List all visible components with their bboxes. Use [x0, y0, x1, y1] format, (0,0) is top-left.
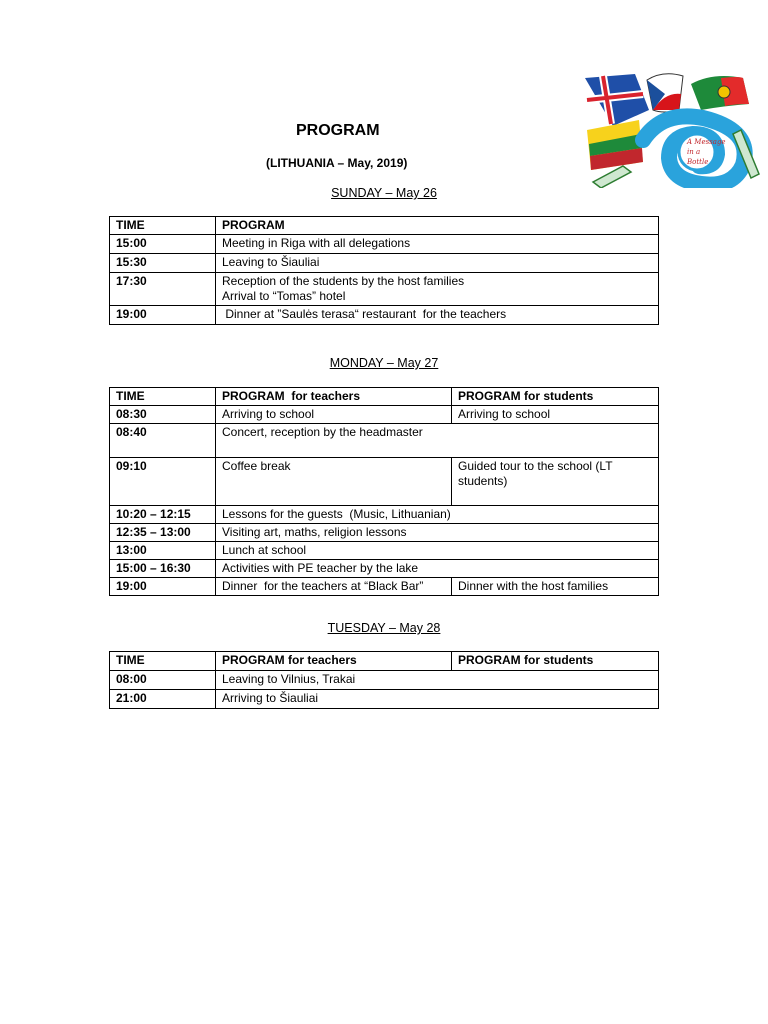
header-time: TIME: [110, 217, 216, 235]
row-time: 19:00: [110, 578, 216, 596]
row-teachers: Dinner for the teachers at “Black Bar”: [216, 578, 452, 596]
header-time: TIME: [110, 652, 216, 671]
row-program-line: Reception of the students by the host families: [222, 274, 465, 288]
row-time: 08:00: [110, 671, 216, 690]
row-time: 19:00: [110, 306, 216, 325]
row-teachers: Coffee break: [216, 458, 452, 506]
table-row: [110, 671, 659, 690]
row-time: 15:00 – 16:30: [110, 560, 216, 578]
row-program: Lessons for the guests (Music, Lithuanian): [216, 506, 659, 524]
row-time: 10:20 – 12:15: [110, 506, 216, 524]
table-row: [110, 235, 659, 254]
row-program: Lunch at school: [216, 542, 659, 560]
sunday-table: [109, 216, 659, 325]
project-logo: [583, 70, 765, 188]
table-row: [110, 560, 659, 578]
row-students: Arriving to school: [452, 406, 659, 424]
tuesday-heading: TUESDAY – May 28: [327, 621, 441, 635]
table-row: [110, 690, 659, 709]
tuesday-table: [109, 651, 659, 709]
row-time: 13:00: [110, 542, 216, 560]
row-program: Leaving to Vilnius, Trakai: [216, 671, 659, 690]
page-subtitle: (LITHUANIA – May, 2019): [266, 156, 408, 170]
table-header-row: [110, 217, 659, 235]
table-row: [110, 273, 659, 306]
row-time: 08:30: [110, 406, 216, 424]
page-title: PROGRAM: [296, 122, 380, 139]
row-program-line: Arrival to “Tomas” hotel: [222, 289, 346, 303]
header-teachers: PROGRAM for teachers: [216, 652, 452, 671]
row-time: 21:00: [110, 690, 216, 709]
row-teachers: Arriving to school: [216, 406, 452, 424]
row-program: Concert, reception by the headmaster: [216, 424, 659, 458]
table-row: [110, 406, 659, 424]
monday-table: [109, 387, 659, 596]
row-time: 12:35 – 13:00: [110, 524, 216, 542]
monday-heading: MONDAY – May 27: [329, 356, 439, 370]
header-students: PROGRAM for students: [452, 652, 659, 671]
row-program: Leaving to Šiauliai: [216, 254, 659, 273]
row-time: 08:40: [110, 424, 216, 458]
logo-text: A Message: [687, 138, 726, 146]
table-row: [110, 424, 659, 458]
row-program: Activities with PE teacher by the lake: [216, 560, 659, 578]
table-header-row: [110, 652, 659, 671]
table-row: [110, 306, 659, 325]
header-teachers: PROGRAM for teachers: [216, 388, 452, 406]
table-row: [110, 254, 659, 273]
header-students: PROGRAM for students: [452, 388, 659, 406]
sunday-heading: SUNDAY – May 26: [331, 186, 437, 200]
table-header-row: [110, 388, 659, 406]
row-students: Dinner with the host families: [452, 578, 659, 596]
row-students: Guided tour to the school (LT students): [452, 458, 659, 506]
header-time: TIME: [110, 388, 216, 406]
row-program: Meeting in Riga with all delegations: [216, 235, 659, 254]
row-program: [216, 273, 659, 306]
table-row: [110, 506, 659, 524]
row-program: Visiting art, maths, religion lessons: [216, 524, 659, 542]
svg-text:Bottle: Bottle: [687, 158, 709, 166]
svg-text:in a: in a: [687, 148, 701, 156]
table-row: [110, 524, 659, 542]
table-row: [110, 578, 659, 596]
row-time: 15:30: [110, 254, 216, 273]
header-program: PROGRAM: [216, 217, 659, 235]
table-row: [110, 542, 659, 560]
row-time: 09:10: [110, 458, 216, 506]
row-program: Dinner at ”Saulės terasa“ restaurant for the teachers: [216, 306, 659, 325]
row-program: Arriving to Šiauliai: [216, 690, 659, 709]
table-row: [110, 458, 659, 506]
row-time: 15:00: [110, 235, 216, 254]
row-time: 17:30: [110, 273, 216, 306]
